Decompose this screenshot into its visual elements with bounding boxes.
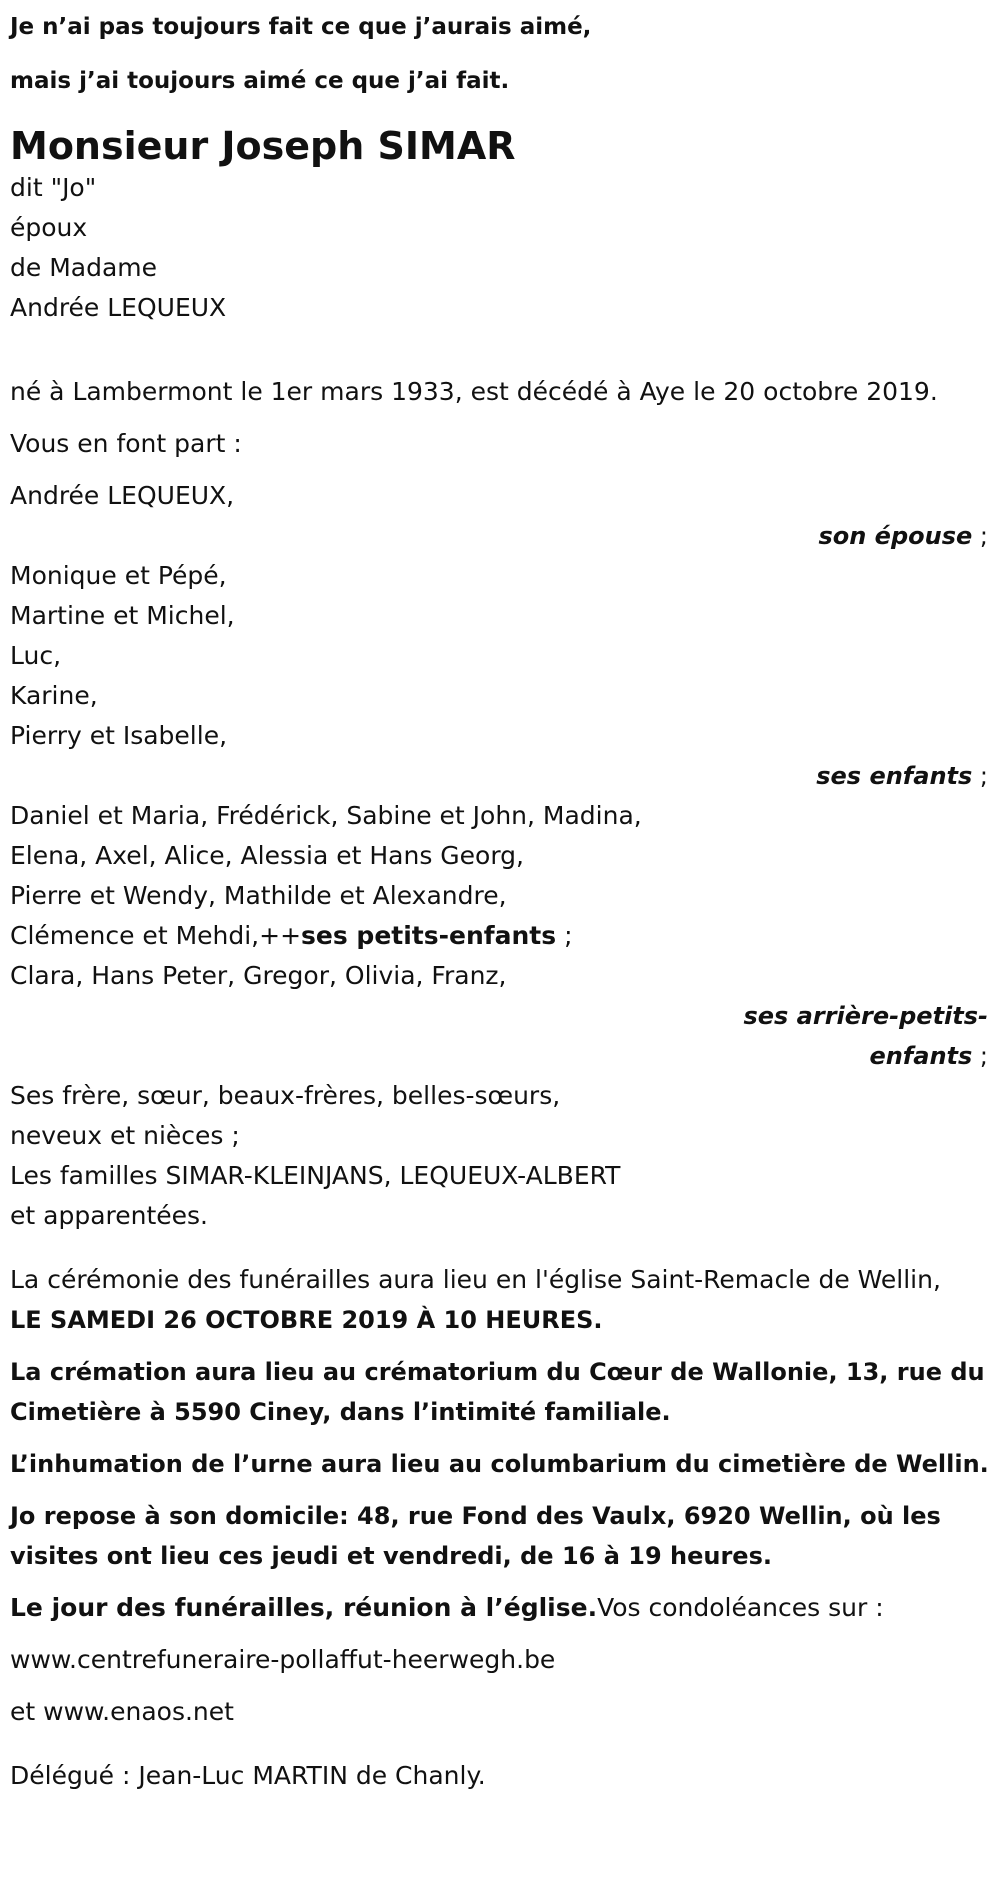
great-grandchildren-line: Clara, Hans Peter, Gregor, Olivia, Franz, — [10, 961, 507, 990]
deceased-name: Monsieur Joseph SIMAR — [10, 124, 516, 168]
others-line: Ses frère, sœur, beaux-frères, belles-sœurs, — [10, 1081, 561, 1110]
deceased-nickname: dit "Jo" — [10, 173, 97, 202]
grandchild-line: Elena, Axel, Alice, Alessia et Hans Georg, — [10, 841, 525, 870]
meeting-line — [10, 1588, 990, 1628]
others-line: neveux et nièces ; — [10, 1121, 240, 1150]
condolences-label: Vos condoléances sur : — [597, 1593, 884, 1622]
relation-grandchildren-punct: ; — [556, 921, 573, 950]
epigraph-line-1: Je n’ai pas toujours fait ce que j’aurais aimé, — [10, 14, 592, 40]
relation-grandchildren-label: ses petits-enfants — [301, 921, 557, 950]
spouse-line-2: de Madame — [10, 253, 158, 282]
relation-great-grandchildren — [10, 996, 990, 1076]
relation-children-label: ses enfants — [816, 762, 973, 790]
grandchild-line: Daniel et Maria, Frédérick, Sabine et John, Madina, — [10, 801, 642, 830]
relation-great-grandchildren-line-2: enfants — [869, 1042, 973, 1070]
delegate-info: Délégué : Jean-Luc MARTIN de Chanly. — [10, 1761, 486, 1790]
child-item: Pierry et Isabelle, — [10, 721, 228, 750]
family-others — [10, 1076, 990, 1236]
website-link-1[interactable]: www.centrefuneraire-pollaffut-heerwegh.be — [10, 1645, 556, 1674]
relation-children-punct: ; — [972, 762, 988, 790]
epigraph — [10, 0, 990, 108]
relation-spouse-label: son épouse — [818, 522, 973, 550]
family-children — [10, 556, 990, 756]
relation-great-grandchildren-line-1: ses arrière-petits- — [743, 1002, 988, 1030]
others-line: Les familles SIMAR-KLEINJANS, LEQUEUX-ALBERT — [10, 1161, 621, 1190]
others-line: et apparentées. — [10, 1201, 208, 1230]
family-grandchildren — [10, 796, 990, 996]
ceremony-place: La cérémonie des funérailles aura lieu en l'église Saint-Remacle de Wellin, — [10, 1265, 941, 1294]
relation-great-grandchildren-punct: ; — [972, 1042, 988, 1070]
grandchild-last-prefix: Clémence et Mehdi,++ — [10, 921, 302, 950]
family-spouse: Andrée LEQUEUX, — [10, 481, 235, 510]
child-item: Martine et Michel, — [10, 601, 235, 630]
deceased-details — [10, 168, 990, 328]
spouse-name: Andrée LEQUEUX — [10, 293, 227, 322]
relation-spouse-punct: ; — [972, 522, 988, 550]
relation-children — [10, 756, 990, 796]
epigraph-line-2: mais j’ai toujours aimé ce que j’ai fait. — [10, 68, 510, 94]
birth-death: né à Lambermont le 1er mars 1933, est décédé à Aye le 20 octobre 2019. — [10, 377, 938, 406]
grandchild-line-last — [10, 916, 990, 956]
announce-intro: Vous en font part : — [10, 429, 242, 458]
meeting-info: Le jour des funérailles, réunion à l’église. — [10, 1593, 598, 1622]
grandchild-line: Pierre et Wendy, Mathilde et Alexandre, — [10, 881, 507, 910]
website-link-2[interactable]: et www.enaos.net — [10, 1697, 234, 1726]
ceremony-date: LE SAMEDI 26 OCTOBRE 2019 À 10 HEURES. — [10, 1306, 603, 1334]
child-item: Luc, — [10, 641, 62, 670]
relation-spouse — [10, 516, 990, 556]
cremation-info: La crémation aura lieu au crématorium du Cœur de Wallonie, 13, rue du Cimetière à 5590 Ciney, dans l’intimité familiale. — [10, 1358, 985, 1426]
child-item: Monique et Pépé, — [10, 561, 227, 590]
child-item: Karine, — [10, 681, 98, 710]
inhumation-info: L’inhumation de l’urne aura lieu au columbarium du cimetière de Wellin. — [10, 1450, 989, 1478]
spouse-line-1: époux — [10, 213, 88, 242]
visits-info: Jo repose à son domicile: 48, rue Fond des Vaulx, 6920 Wellin, où les visites ont lieu ces jeudi et vendredi, de 16 à 19 heures. — [10, 1502, 941, 1570]
